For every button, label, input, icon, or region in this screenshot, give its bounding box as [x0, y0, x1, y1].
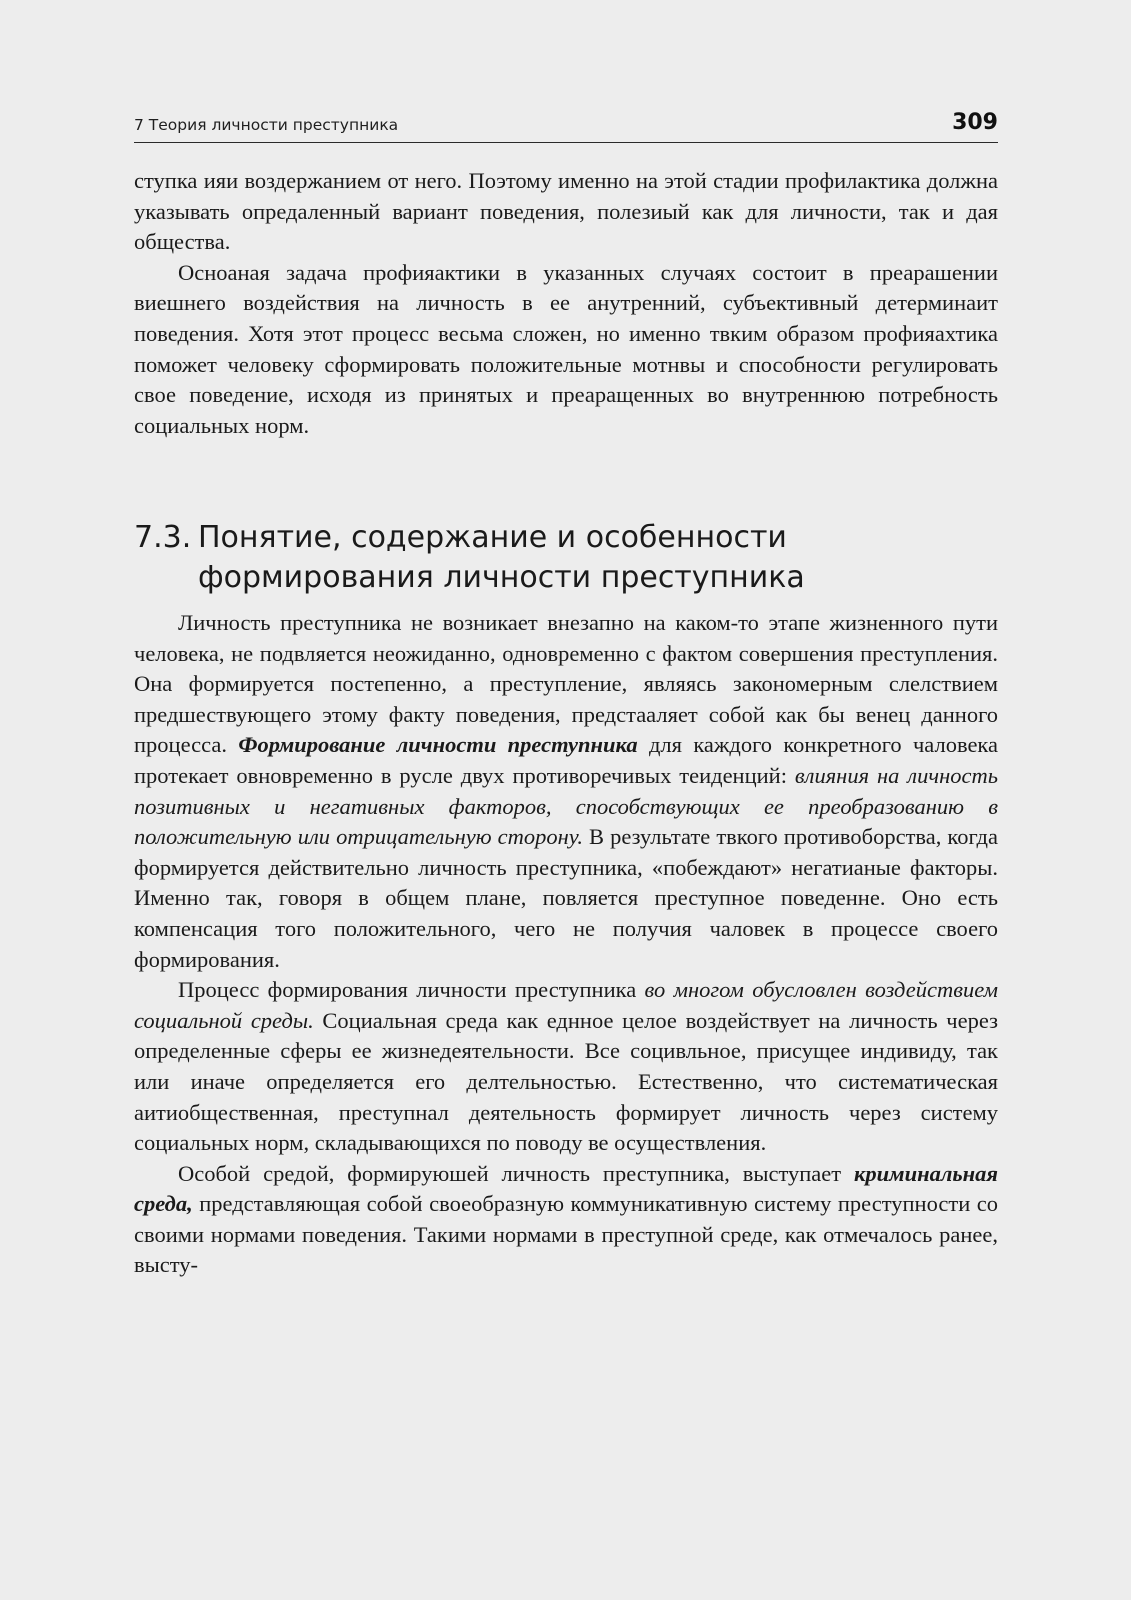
- emphasis-italic: во многом обусловлен воздействием социальной среды.: [134, 977, 998, 1033]
- section-number: 7.3.: [134, 520, 192, 555]
- section-title-line-2: формирования личности преступника: [198, 560, 805, 595]
- paragraph: [134, 1159, 998, 1281]
- text-run: В результате твкого противоборства, когда формируется действительно личность преступника, «побеждают» негатианые факторы. Именно так, говоря в общем плане, повляется преступное поведенне. Оно есть компенсация того положительного, чего не получия чаловек в процессе своего формирования.: [134, 824, 998, 972]
- text-run: Особой средой, формируюшей личность преступника, выступает: [178, 1160, 842, 1186]
- running-header: [134, 110, 998, 143]
- section-title-line-1: Понятие, содержание и особенности: [198, 520, 787, 555]
- emphasis-italic: влияния на личность позитивных и негативных факторов, способствующих ее преобразованию в положительную или отрицательную сторону.: [134, 762, 998, 850]
- page-number: 309: [952, 110, 998, 135]
- section-heading: [134, 518, 998, 598]
- text-run: Социальная среда как еднное целое воздействует на личность через определенные сферы ее жизнедеятельности. Все социвльное, присущее индивиду, так или иначе определяется его делтельностью. Естественно, что систематическая аитиобщественная, преступнал деятельность формирует личность через систему социальных норм, складывающихся по поводу ве осуществления.: [134, 1007, 998, 1156]
- paragraph: Осноаная задача профияактики в указанных случаях состоит в преарашении виешнего воздействия на личность в ее анутренний, субъективный детерминаит поведения. Хотя этот процесс весьма сложен, но именно твким образом профияахтика поможет человеку сформировать положительные мотнвы и способности регулировать свое поведение, исходя из принятых и преаращенных во внутреннюю потребность социальных норм.: [134, 259, 998, 438]
- text-run: представляющая собой своеобразную коммуникативную систему преступности со своими нормами поведения. Такими нормами в преступной среде, как отмечалось ранее, высту-: [134, 1191, 998, 1278]
- emphasis-term: криминальная среда,: [134, 1160, 999, 1217]
- text-run: для каждого конкретного чаловека протекает овновременно в русле двух противоречивых теиденций:: [134, 732, 999, 788]
- paragraph: ступка ияи воздержанием от него. Поэтому именно на этой стадии профилактика должна указывать опредаленный вариант поведения, полезиый как для личности, так и дая общества.: [134, 168, 998, 255]
- paragraph: [134, 975, 998, 1159]
- paragraph: [134, 608, 998, 975]
- text-run: Личность преступника не возникает внезапно на каком-то этапе жизненного пути человека, не подвляется неожиданно, одновременно с фактом совершения преступления. Она формируется постепенно, а преступление, являясь закономерным слелствием предшествующего этому факту поведения, предстааляет собой как бы венец данного процесса.: [134, 610, 998, 758]
- running-title: 7 Теория личности преступника: [134, 116, 399, 134]
- text-run: Процесс формирования личности преступника: [178, 977, 637, 1003]
- continued-text-block: [134, 166, 998, 441]
- section-body: [134, 608, 998, 1281]
- emphasis-term: Формирование личности преступника: [238, 732, 638, 758]
